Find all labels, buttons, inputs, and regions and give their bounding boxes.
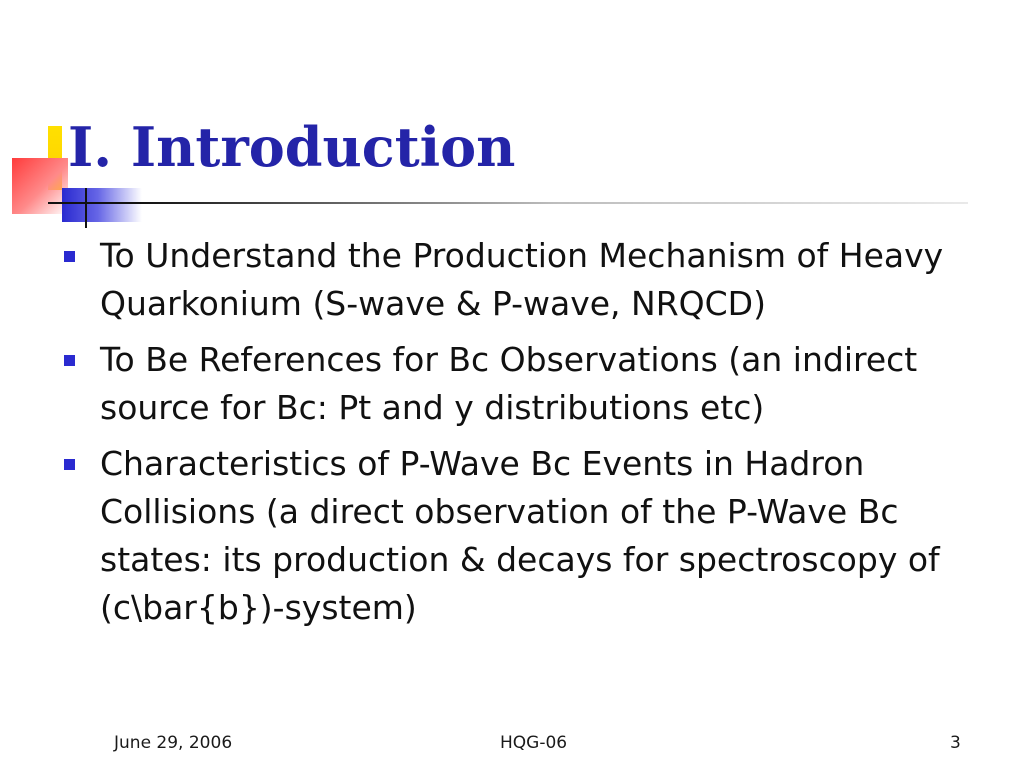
bullet-text: To Understand the Production Mechanism of Heavy Quarkonium (S-wave & P-wave, NRQCD) (100, 236, 944, 323)
slide-title: I. Introduction (68, 115, 516, 179)
bullet-item (64, 336, 984, 432)
decorative-blue-bar (62, 188, 142, 222)
bullet-text: To Be References for Bc Observations (an indirect source for Bc: Pt and y distributions etc) (100, 340, 918, 427)
square-bullet-icon (64, 251, 75, 262)
title-underline (48, 202, 968, 204)
square-bullet-icon (64, 355, 75, 366)
decorative-vertical-line (85, 188, 87, 228)
footer-event: HQG-06 (500, 733, 568, 753)
page-number: 3 (950, 733, 961, 753)
square-bullet-icon (64, 459, 75, 470)
bullet-list (64, 232, 984, 640)
footer-date: June 29, 2006 (114, 733, 233, 753)
bullet-text: Characteristics of P-Wave Bc Events in Hadron Collisions (a direct observation of the P-Wave Bc states: its production & decays for spectroscopy of (c\bar{b})-system) (100, 444, 940, 627)
bullet-item (64, 440, 984, 632)
decorative-red-square (12, 158, 68, 214)
bullet-item (64, 232, 984, 328)
